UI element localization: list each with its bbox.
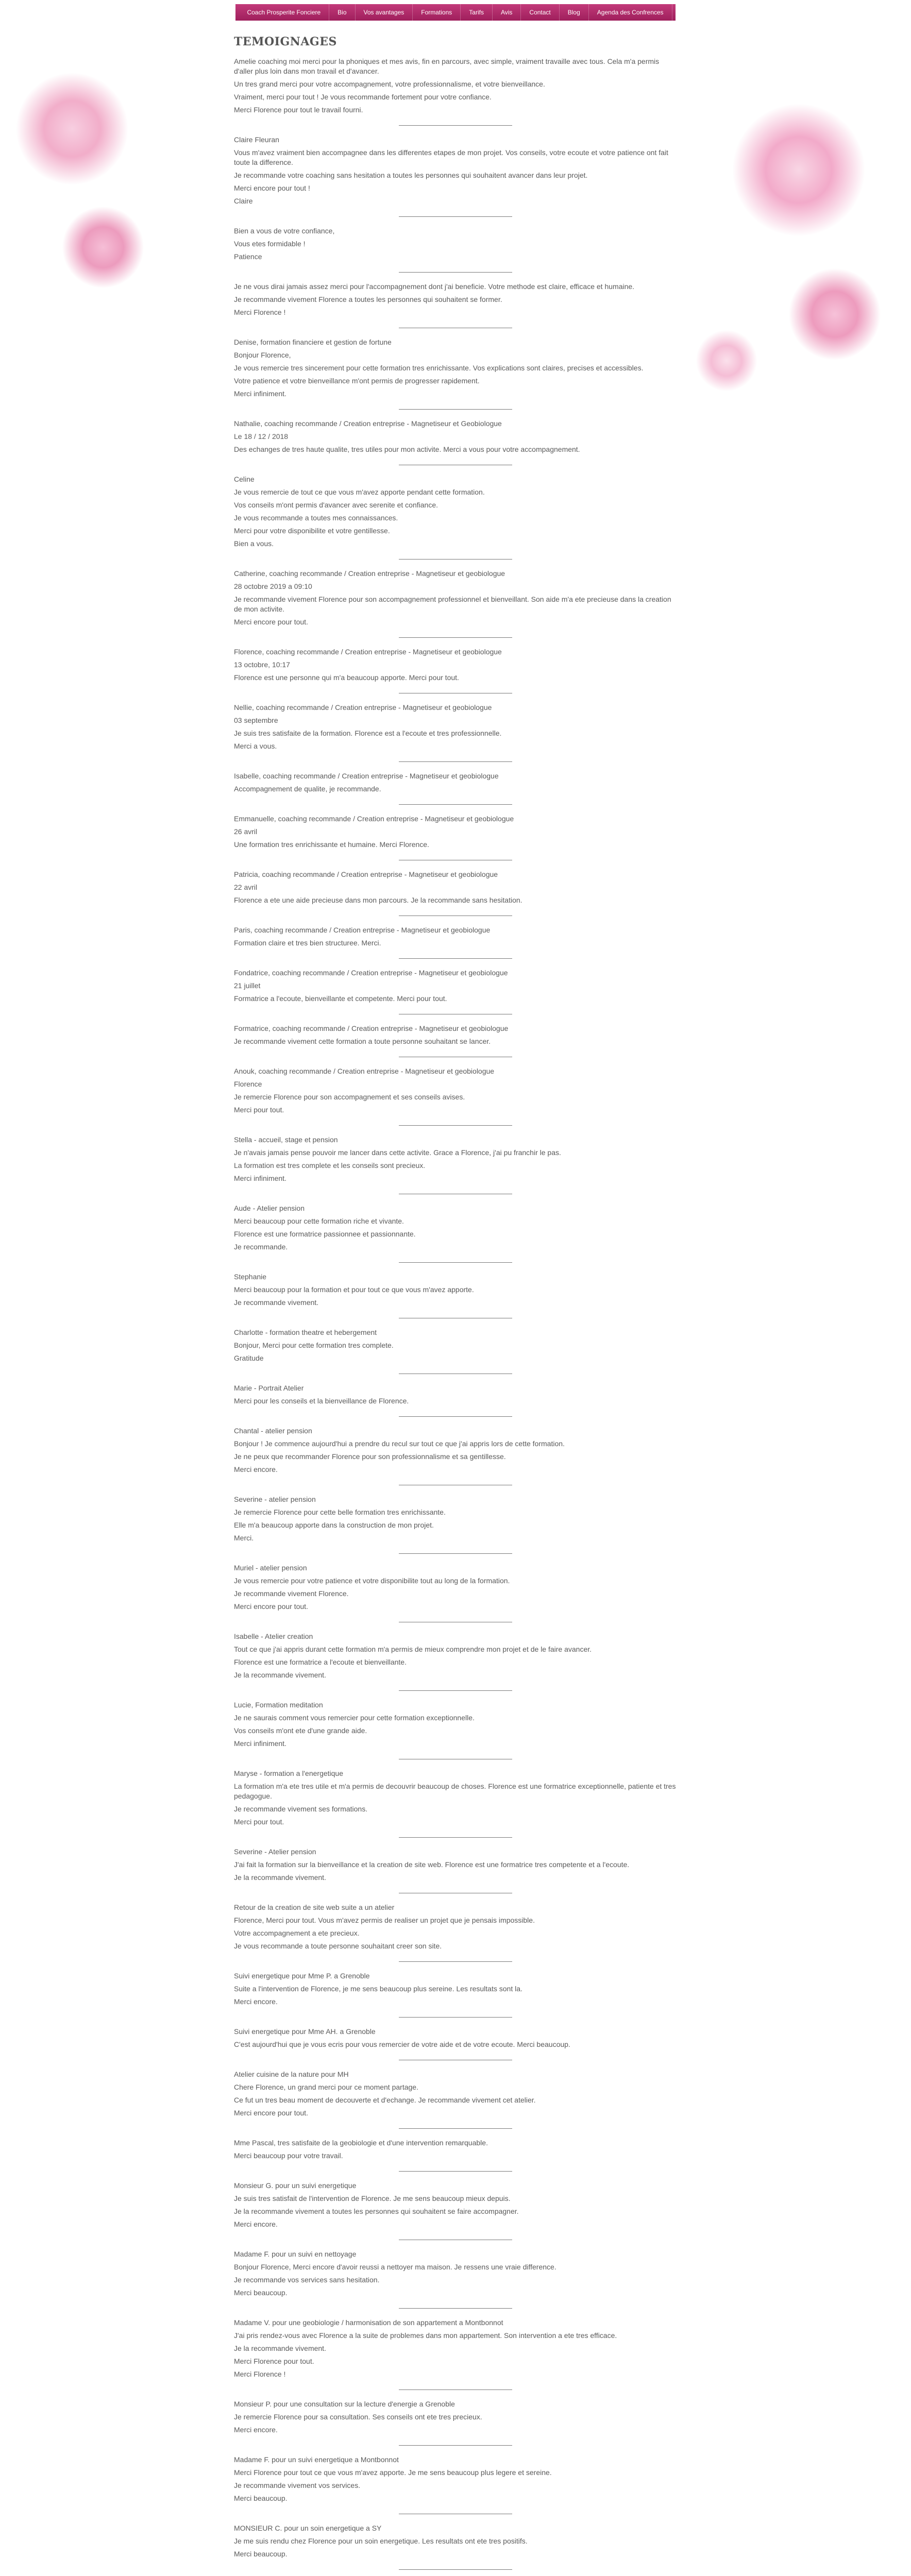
testimonial-text: Je vous remercie tres sincerement pour cette formation tres enrichissante. Vos explications sont claires, precises et accessibles. <box>234 364 644 372</box>
testimonial-text: Je n'avais jamais pense pouvoir me lancer dans cette activite. Grace a Florence, j'ai pu franchir le pas. <box>234 1148 561 1157</box>
testimonial-author: Madame F. pour un suivi en nettoyage <box>234 2250 357 2258</box>
testimonial-text: Je la recommande vivement. <box>234 2344 326 2352</box>
testimonial-author: Madame V. pour une geobiologie / harmonisation de son appartement a Montbonnot <box>234 2318 503 2327</box>
testimonial-author: Anouk, coaching recommande / Creation entreprise - Magnetiseur et geobiologue <box>234 1067 495 1075</box>
separator-line <box>399 2569 512 2570</box>
testimonial-text: Merci pour tout. <box>234 1818 284 1826</box>
testimonial-text: 26 avril <box>234 827 258 836</box>
testimonial-text: Merci encore. <box>234 1465 278 1473</box>
testimonial-text: 03 septembre <box>234 716 278 724</box>
testimonial <box>234 1769 677 1827</box>
testimonial-text: Tout ce que j'ai appris durant cette formation m'a permis de mieux comprendre mon projet et de le faire avancer. <box>234 1645 592 1653</box>
page-title: TEMOIGNAGES <box>234 35 337 48</box>
testimonial-text: Merci beaucoup pour cette formation riche et vivante. <box>234 1217 404 1225</box>
testimonial-text: Bonjour Florence, <box>234 351 291 359</box>
testimonial-author: Isabelle - Atelier creation <box>234 1632 313 1640</box>
testimonial-text: Florence a ete une aide precieuse dans mon parcours. Je la recommande sans hesitation. <box>234 896 522 904</box>
testimonial-text: Je suis tres satisfaite de la formation. Florence est a l'ecoute et tres professionnelle. <box>234 729 502 737</box>
testimonial <box>234 2455 677 2503</box>
testimonial-text: Une formation tres enrichissante et humaine. Merci Florence. <box>234 840 429 849</box>
testimonial-text: Je recommande vivement cette formation a toute personne souhaitant se lancer. <box>234 1037 491 1045</box>
testimonial-text: Merci encore pour tout. <box>234 1602 308 1611</box>
nav-item[interactable]: Vos avantages <box>356 4 413 21</box>
testimonial <box>234 2027 677 2049</box>
separator-line <box>399 1961 512 1962</box>
testimonial-text: Merci infiniment. <box>234 1739 286 1748</box>
testimonial-text: Florence <box>234 1080 262 1088</box>
testimonial-author: Emmanuelle, coaching recommande / Creation entreprise - Magnetiseur et geobiologue <box>234 815 514 823</box>
separator-line <box>399 216 512 217</box>
separator-line <box>399 804 512 805</box>
separator-line <box>399 2128 512 2129</box>
testimonial-text: Merci pour votre disponibilite et votre gentillesse. <box>234 527 390 535</box>
testimonial-text: Florence est une formatrice a l'ecoute et bienveillante. <box>234 1658 407 1666</box>
testimonial-text: Je recommande vivement Florence a toutes les personnes qui souhaitent se former. <box>234 295 502 303</box>
testimonial-text: Merci a vous. <box>234 742 277 750</box>
testimonial-text: Je vous remercie pour votre patience et votre disponibilite tout au long de la formation. <box>234 1577 510 1585</box>
testimonial-author: Suivi energetique pour Mme P. a Grenoble <box>234 1972 370 1980</box>
testimonial-text: Florence est une personne qui m'a beaucoup apporte. Merci pour tout. <box>234 673 459 682</box>
testimonial-author: Denise, formation financiere et gestion de fortune <box>234 338 392 346</box>
testimonial-text: Chere Florence, un grand merci pour ce moment partage. <box>234 2083 418 2091</box>
testimonial-author: Isabelle, coaching recommande / Creation entreprise - Magnetiseur et geobiologue <box>234 772 499 780</box>
testimonial-author: Severine - atelier pension <box>234 1495 316 1503</box>
testimonial <box>234 2523 677 2559</box>
testimonial <box>234 569 677 627</box>
testimonial <box>234 135 677 206</box>
testimonial-author: Je ne vous dirai jamais assez merci pour l'accompagnement dont j'ai beneficie. Votre methode est claire, efficace et humaine. <box>234 282 635 291</box>
testimonial-text: Patience <box>234 252 262 261</box>
testimonial-author: Madame F. pour un suivi energetique a Montbonnot <box>234 2455 399 2464</box>
separator-line <box>399 2445 512 2446</box>
testimonial <box>234 2249 677 2298</box>
separator-line <box>399 761 512 762</box>
testimonial-text: Ce fut un tres beau moment de decouverte et d'echange. Je recommande vivement cet atelier. <box>234 2096 536 2104</box>
testimonial-text: Merci pour tout. <box>234 1106 284 1114</box>
testimonial-text: Vous etes formidable ! <box>234 240 306 248</box>
testimonial <box>234 1135 677 1183</box>
testimonial-author: Severine - Atelier pension <box>234 1848 316 1856</box>
nav-item[interactable]: Tarifs <box>461 4 493 21</box>
testimonial <box>234 282 677 317</box>
testimonial-text: Je vous recommande a toutes mes connaissances. <box>234 514 398 522</box>
testimonial <box>234 1272 677 1308</box>
separator-line <box>399 409 512 410</box>
testimonial-author: Amelie coaching moi merci pour la phoniques et mes avis, fin en parcours, avec simple, vraiment travaille avec tous. Cela m'a permis d'aller plus loin dans mon travail et d'avancer. <box>234 57 662 75</box>
testimonial-text: Je recommande vivement Florence pour son accompagnement professionnel et bienveillant. Son aide m'a ete precieuse dans la creation de mon activite. <box>234 595 673 613</box>
testimonial-text: Accompagnement de qualite, je recommande. <box>234 785 381 793</box>
testimonial-text: Merci pour les conseils et la bienveillance de Florence. <box>234 1397 409 1405</box>
testimonial-author: Stephanie <box>234 1273 267 1281</box>
separator-line <box>399 559 512 560</box>
testimonial-text: Merci. <box>234 1534 254 1542</box>
testimonial-text: Bonjour ! Je commence aujourd'hui a prendre du recul sur tout ce que j'ai appris lors de cette formation. <box>234 1439 565 1448</box>
testimonial <box>234 1024 677 1046</box>
testimonial-author: Maryse - formation a l'energetique <box>234 1769 343 1777</box>
testimonial-text: Merci beaucoup. <box>234 2550 288 2558</box>
testimonial-author: Retour de la creation de site web suite a un atelier <box>234 1903 395 1911</box>
testimonial-text: Suite a l'intervention de Florence, je me sens beaucoup plus sereine. Les resultats sont la. <box>234 1985 522 1993</box>
testimonial-text: Le 18 / 12 / 2018 <box>234 432 289 440</box>
testimonial-text: 28 octobre 2019 a 09:10 <box>234 582 312 590</box>
testimonial-author: Monsieur P. pour une consultation sur la lecture d'energie a Grenoble <box>234 2400 455 2408</box>
testimonial <box>234 771 677 794</box>
testimonial-text: Merci Florence ! <box>234 308 286 316</box>
testimonial-text: Merci encore. <box>234 2220 278 2228</box>
testimonial <box>234 1426 677 1475</box>
testimonial-text: Formation claire et tres bien structuree. Merci. <box>234 939 381 947</box>
testimonial-text: La formation m'a ete tres utile et m'a permis de decouvrir beaucoup de choses. Florence est une formatrice exceptionnelle, patiente et tres pedagogue. <box>234 1782 678 1800</box>
testimonial-text: Vraiment, merci pour tout ! Je vous recommande fortement pour votre confiance. <box>234 93 492 101</box>
testimonial-text: Merci Florence ! <box>234 2370 286 2378</box>
testimonial-text: J'ai fait la formation sur la bienveillance et la creation de site web. Florence est une formatrice tres competente et a l'ecoute. <box>234 1860 630 1869</box>
testimonial <box>234 226 677 262</box>
testimonial <box>234 2181 677 2229</box>
testimonial-text: Je remercie Florence pour son accompagnement et ses conseils avises. <box>234 1093 465 1101</box>
testimonial-text: La formation est tres complete et les conseils sont precieux. <box>234 1161 426 1170</box>
testimonial-author: Paris, coaching recommande / Creation entreprise - Magnetiseur et geobiologue <box>234 926 491 934</box>
testimonial-text: Vous m'avez vraiment bien accompagnee dans les differentes etapes de mon projet. Vos conseils, votre ecoute et votre patience ont fait toute la difference. <box>234 148 670 166</box>
testimonial-text: C'est aujourd'hui que je vous ecris pour vous remercier de votre aide et de votre ecoute. Merci beaucoup. <box>234 2040 570 2048</box>
testimonial <box>234 1847 677 1883</box>
testimonial-text: Claire <box>234 197 253 205</box>
testimonial-text: Je ne saurais comment vous remercier pour cette formation exceptionnelle. <box>234 1714 475 1722</box>
testimonial-text: 21 juillet <box>234 981 261 990</box>
separator-line <box>399 2171 512 2172</box>
testimonial <box>234 2070 677 2118</box>
testimonial-text: Merci beaucoup. <box>234 2289 288 2297</box>
nav-item[interactable]: Formations <box>413 4 461 21</box>
testimonial-author: Lucie, Formation meditation <box>234 1701 323 1709</box>
main-content <box>234 21 677 2576</box>
testimonial <box>234 57 677 115</box>
testimonial <box>234 1204 677 1252</box>
testimonial-text: Merci beaucoup pour la formation et pour tout ce que vous m'avez apporte. <box>234 1285 474 1294</box>
testimonial <box>234 1632 677 1680</box>
testimonial-author: MONSIEUR C. pour un soin energetique a SY <box>234 2524 382 2532</box>
nav-item[interactable]: Bio <box>329 4 355 21</box>
testimonial-author: Celine <box>234 475 255 483</box>
testimonial-text: Florence est une formatrice passionnee et passionnante. <box>234 1230 416 1238</box>
testimonial-author: Aude - Atelier pension <box>234 1204 305 1212</box>
testimonial <box>234 2318 677 2379</box>
separator-line <box>399 1262 512 1263</box>
nav-item[interactable]: Blog <box>560 4 589 21</box>
testimonial <box>234 814 677 850</box>
testimonial-text: Je recommande vivement ses formations. <box>234 1805 368 1813</box>
top-navigation <box>0 0 911 21</box>
separator-line <box>399 1553 512 1554</box>
testimonial <box>234 2399 677 2435</box>
testimonial <box>234 1903 677 1951</box>
testimonial-text: Je recommande. <box>234 1243 288 1251</box>
testimonial <box>234 703 677 751</box>
testimonial-text: Florence, Merci pour tout. Vous m'avez permis de realiser un projet que je pensais impossible. <box>234 1916 535 1924</box>
testimonial-text: Je recommande vivement Florence. <box>234 1589 349 1598</box>
testimonial-text: Merci encore pour tout ! <box>234 184 310 192</box>
testimonial-text: Merci beaucoup. <box>234 2494 288 2502</box>
testimonial-text: Je suis tres satisfait de l'intervention de Florence. Je me sens beaucoup mieux depuis. <box>234 2194 511 2202</box>
testimonial-text: Bonjour Florence, Merci encore d'avoir reussi a nettoyer ma maison. Je ressens une vraie difference. <box>234 2263 556 2271</box>
testimonial-author: Mme Pascal, tres satisfaite de la geobiologie et d'une intervention remarquable. <box>234 2139 488 2147</box>
testimonial-text: Merci Florence pour tout. <box>234 2357 314 2365</box>
testimonial-text: Vos conseils m'ont permis d'avancer avec serenite et confiance. <box>234 501 438 509</box>
testimonial-author: Nellie, coaching recommande / Creation entreprise - Magnetiseur et geobiologue <box>234 703 492 711</box>
testimonial-author: Florence, coaching recommande / Creation entreprise - Magnetiseur et geobiologue <box>234 648 502 656</box>
separator-line <box>399 2308 512 2309</box>
testimonial-author: Formatrice, coaching recommande / Creation entreprise - Magnetiseur et geobiologue <box>234 1024 509 1032</box>
nav-bar <box>235 4 675 21</box>
testimonial-text: Je me suis rendu chez Florence pour un soin energetique. Les resultats ont ete tres positifs. <box>234 2537 528 2545</box>
testimonial-text: Je recommande votre coaching sans hesitation a toutes les personnes qui souhaitent avancer dans leur projet. <box>234 171 588 179</box>
testimonial-author: Claire Fleuran <box>234 135 279 144</box>
testimonial <box>234 1971 677 2007</box>
testimonial <box>234 337 677 399</box>
testimonial <box>234 1495 677 1543</box>
testimonial-author: Patricia, coaching recommande / Creation entreprise - Magnetiseur et geobiologue <box>234 870 498 878</box>
testimonial-author: Marie - Portrait Atelier <box>234 1384 304 1392</box>
testimonial-text: Votre patience et votre bienveillance m'ont permis de progresser rapidement. <box>234 377 480 385</box>
testimonial-text: 13 octobre, 10:17 <box>234 660 290 669</box>
nav-item[interactable]: Contact <box>521 4 559 21</box>
testimonial-text: Merci infiniment. <box>234 389 286 398</box>
separator-line <box>399 125 512 126</box>
testimonial-text: Merci encore pour tout. <box>234 2109 308 2117</box>
testimonial-text: Merci encore. <box>234 1997 278 2006</box>
nav-item[interactable]: Coach Prosperite Fonciere <box>239 4 329 21</box>
nav-item[interactable]: Agenda des Confrences <box>589 4 672 21</box>
testimonial <box>234 2138 677 2161</box>
testimonial-text: Votre accompagnement a ete precieux. <box>234 1929 360 1937</box>
testimonial-text: Vos conseils m'ont ete d'une grande aide. <box>234 1726 367 1735</box>
testimonial <box>234 474 677 549</box>
separator-line <box>399 1125 512 1126</box>
testimonial <box>234 925 677 948</box>
testimonial-author: Bien a vous de votre confiance, <box>234 227 335 235</box>
testimonial <box>234 1066 677 1115</box>
testimonial-text: Je la recommande vivement. <box>234 1671 326 1679</box>
testimonial-text: Je la recommande vivement. <box>234 1873 326 1882</box>
testimonial-text: Bonjour, Merci pour cette formation tres complete. <box>234 1341 394 1349</box>
testimonial-text: Je vous recommande a toute personne souhaitant creer son site. <box>234 1942 442 1950</box>
testimonial-text: Merci Florence pour tout le travail fourni. <box>234 106 363 114</box>
testimonial-author: Charlotte - formation theatre et hebergement <box>234 1328 377 1336</box>
testimonial <box>234 968 677 1004</box>
testimonial-text: Merci encore. <box>234 2426 278 2434</box>
testimonial-text: Des echanges de tres haute qualite, tres utiles pour mon activite. Merci a vous pour votre accompagnement. <box>234 445 580 453</box>
testimonial-text: Je recommande vivement vos services. <box>234 2481 361 2489</box>
testimonial-text: Merci beaucoup pour votre travail. <box>234 2151 343 2160</box>
testimonial-text: Merci Florence pour tout ce que vous m'avez apporte. Je me sens beaucoup plus legere et sereine. <box>234 2468 552 2477</box>
testimonial-author: Suivi energetique pour Mme AH. a Grenoble <box>234 2027 376 2036</box>
testimonial-text: Gratitude <box>234 1354 264 1362</box>
separator-line <box>399 1690 512 1691</box>
testimonial <box>234 870 677 905</box>
testimonial-text: Je remercie Florence pour cette belle formation tres enrichissante. <box>234 1508 446 1516</box>
testimonial-text: Je recommande vivement. <box>234 1298 319 1307</box>
testimonial <box>234 1328 677 1363</box>
testimonial-author: Nathalie, coaching recommande / Creation entreprise - Magnetiseur et Geobiologue <box>234 419 502 428</box>
testimonial-text: Je la recommande vivement a toutes les personnes qui souhaitent se faire accompagner. <box>234 2207 519 2215</box>
testimonial <box>234 419 677 454</box>
testimonial-author: Atelier cuisine de la nature pour MH <box>234 2070 349 2078</box>
separator-line <box>399 1837 512 1838</box>
testimonials-list <box>234 57 677 2576</box>
testimonial <box>234 647 677 683</box>
separator-line <box>399 2017 512 2018</box>
separator-line <box>399 1416 512 1417</box>
nav-item[interactable]: Avis <box>493 4 521 21</box>
testimonial-text: Je recommande vos services sans hesitation. <box>234 2276 380 2284</box>
testimonial <box>234 1700 677 1749</box>
testimonial-text: Bien a vous. <box>234 539 274 548</box>
testimonial-text: 22 avril <box>234 883 258 891</box>
testimonial <box>234 1383 677 1406</box>
testimonial-author: Chantal - atelier pension <box>234 1427 312 1435</box>
testimonial-author: Catherine, coaching recommande / Creation entreprise - Magnetiseur et geobiologue <box>234 569 505 578</box>
testimonial-text: Un tres grand merci pour votre accompagnement, votre professionnalisme, et votre bienveillance. <box>234 80 545 88</box>
testimonial-author: Stella - accueil, stage et pension <box>234 1136 338 1144</box>
testimonial-text: Elle m'a beaucoup apporte dans la construction de mon projet. <box>234 1521 434 1529</box>
testimonial-text: Formatrice a l'ecoute, bienveillante et competente. Merci pour tout. <box>234 994 447 1003</box>
separator-line <box>399 958 512 959</box>
testimonial <box>234 1563 677 1612</box>
testimonial-text: Je remercie Florence pour sa consultation. Ses conseils ont ete tres precieux. <box>234 2413 482 2421</box>
testimonial-text: Merci infiniment. <box>234 1174 286 1182</box>
separator-line <box>399 637 512 638</box>
testimonial-text: J'ai pris rendez-vous avec Florence a la suite de problemes dans mon appartement. Son intervention a ete tres efficace. <box>234 2331 617 2340</box>
testimonial-text: Je ne peux que recommander Florence pour son professionnalisme et sa gentillesse. <box>234 1452 506 1461</box>
separator-line <box>399 2389 512 2390</box>
testimonial-author: Muriel - atelier pension <box>234 1564 307 1572</box>
testimonial-text: Je vous remercie de tout ce que vous m'avez apporte pendant cette formation. <box>234 488 485 496</box>
testimonial-text: Merci encore pour tout. <box>234 618 308 626</box>
testimonial-author: Monsieur G. pour un suivi energetique <box>234 2181 357 2190</box>
testimonial-author: Fondatrice, coaching recommande / Creation entreprise - Magnetiseur et geobiologue <box>234 969 508 977</box>
separator-line <box>399 272 512 273</box>
